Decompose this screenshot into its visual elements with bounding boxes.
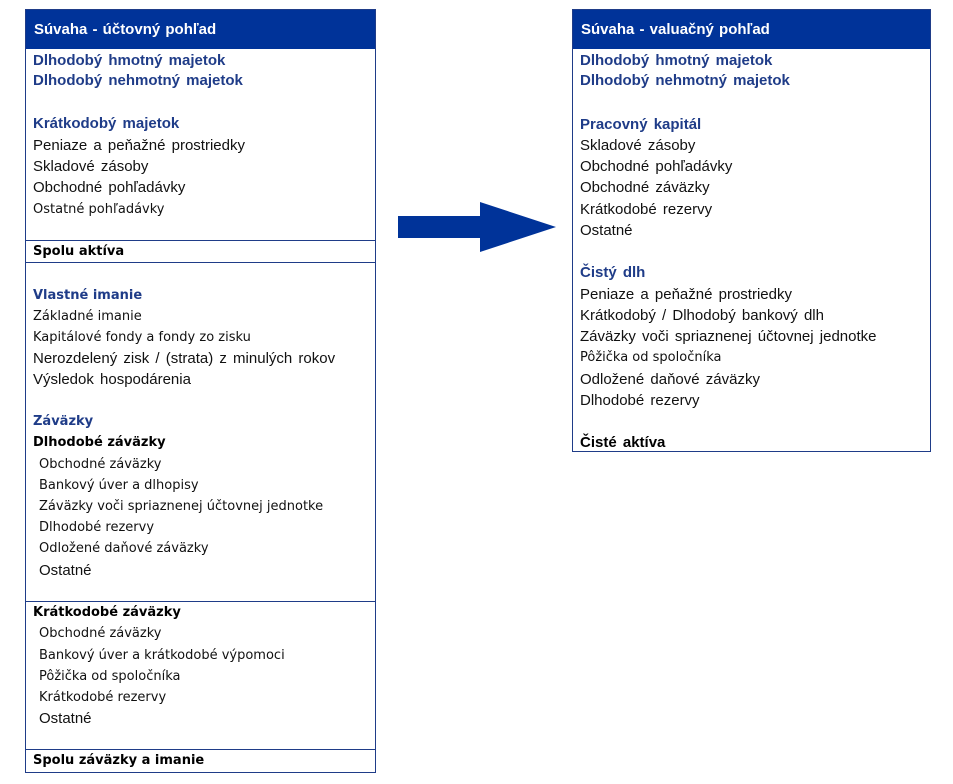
divider [26,262,375,263]
total-assets-label: Spolu aktíva [33,244,125,259]
working-capital-item: Obchodné pohľadávky [580,158,733,175]
short-term-liability-item: Krátkodobé rezervy [39,690,167,705]
long-term-liability-item: Ostatné [39,562,92,579]
working-capital-heading: Pracovný kapitál [580,116,702,133]
divider [26,749,375,750]
fixed-intangible-assets: Dlhodobý nehmotný majetok [33,72,243,89]
long-term-liability-item: Bankový úver a dlhopisy [39,478,199,493]
current-asset-item: Obchodné pohľadávky [33,179,186,196]
equity-heading: Vlastné imanie [33,288,143,303]
fixed-tangible-assets: Dlhodobý hmotný majetok [580,52,773,69]
net-debt-item: Peniaze a peňažné prostriedky [580,286,792,303]
liabilities-heading: Záväzky [33,414,94,429]
net-debt-heading: Čistý dlh [580,264,646,281]
divider [26,601,375,602]
working-capital-item: Skladové zásoby [580,137,696,154]
fixed-intangible-assets: Dlhodobý nehmotný majetok [580,72,790,89]
long-term-liability-item: Dlhodobé rezervy [39,520,155,535]
long-term-liability-item: Obchodné záväzky [39,457,162,472]
equity-item: Kapitálové fondy a fondy zo zisku [33,330,251,345]
short-term-liability-item: Pôžička od spoločníka [39,669,181,684]
valuation-view-title: Súvaha - valuačný pohľad [573,10,930,49]
valuation-view-panel [572,9,931,452]
short-term-liability-item: Bankový úver a krátkodobé výpomoci [39,648,285,663]
net-debt-item: Odložené daňové záväzky [580,371,760,388]
net-debt-item: Krátkodobý / Dlhodobý bankový dlh [580,307,824,324]
current-assets-heading: Krátkodobý majetok [33,115,180,132]
equity-item: Nerozdelený zisk / (strata) z minulých rokov [33,350,336,367]
current-asset-item: Ostatné pohľadávky [33,202,165,217]
total-liabilities-equity-label: Spolu záväzky a imanie [33,753,205,768]
long-term-liability-item: Odložené daňové záväzky [39,541,209,556]
net-debt-item: Dlhodobé rezervy [580,392,700,409]
net-debt-item: Záväzky voči spriaznenej účtovnej jednotke [580,328,877,345]
net-assets-label: Čisté aktíva [580,434,666,451]
equity-item: Výsledok hospodárenia [33,371,191,388]
current-asset-item: Skladové zásoby [33,158,149,175]
working-capital-item: Obchodné záväzky [580,179,710,196]
long-term-liabilities-heading: Dlhodobé záväzky [33,435,166,450]
accounting-view-panel [25,9,376,773]
net-debt-item: Pôžička od spoločníka [580,350,722,365]
accounting-view-title: Súvaha - účtovný pohľad [26,10,375,49]
fixed-tangible-assets: Dlhodobý hmotný majetok [33,52,226,69]
equity-item: Základné imanie [33,309,142,324]
divider [26,240,375,241]
arrow-right-icon [398,202,556,252]
current-asset-item: Peniaze a peňažné prostriedky [33,137,245,154]
short-term-liability-item: Ostatné [39,710,92,727]
short-term-liability-item: Obchodné záväzky [39,626,162,641]
working-capital-item: Krátkodobé rezervy [580,201,713,218]
long-term-liability-item: Záväzky voči spriaznenej účtovnej jednotke [39,499,324,514]
working-capital-item: Ostatné [580,222,633,239]
short-term-liabilities-heading: Krátkodobé záväzky [33,605,181,620]
